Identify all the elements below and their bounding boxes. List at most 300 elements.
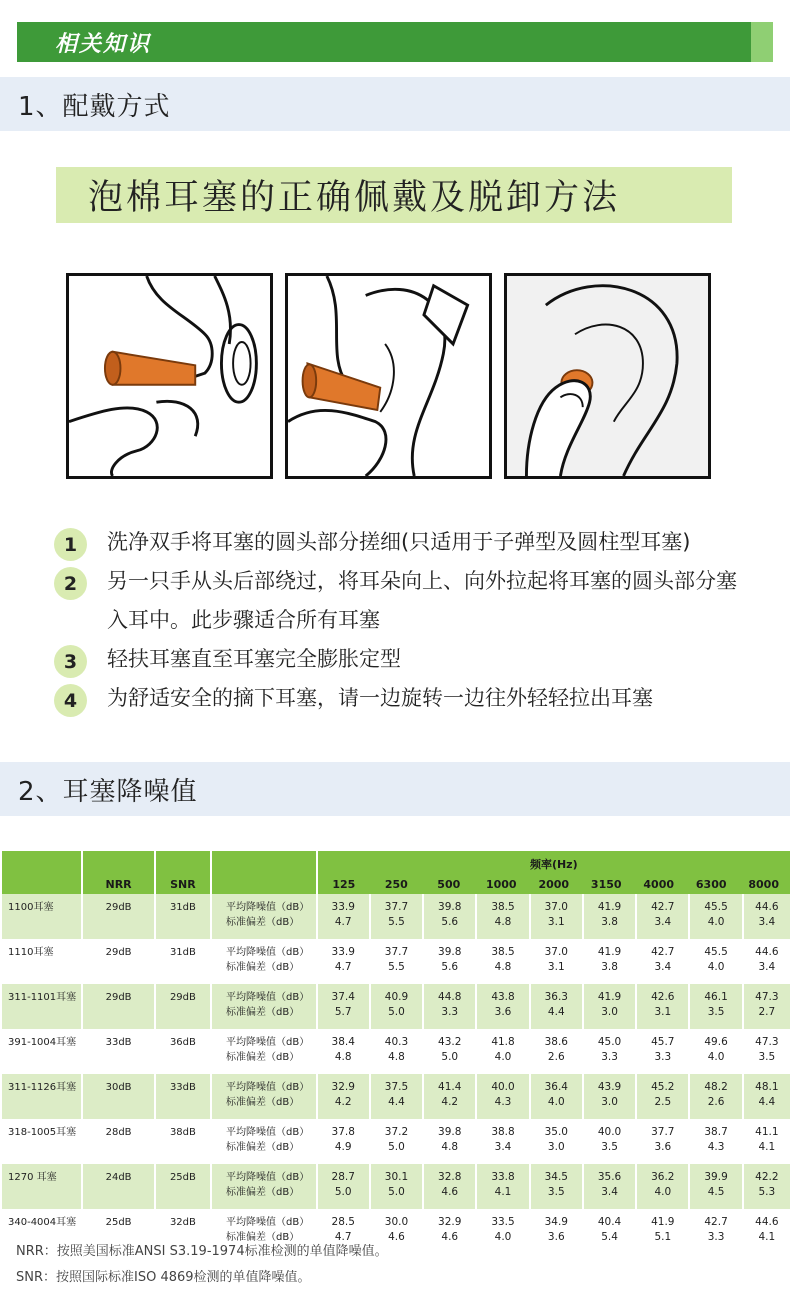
- sd-value: 5.0: [388, 1006, 405, 1018]
- sd-value: 4.0: [654, 1186, 672, 1198]
- mean-value: 35.6: [597, 1171, 622, 1183]
- mean-value: 37.7: [651, 1126, 675, 1138]
- value-cell: [529, 939, 582, 984]
- sd-value: 3.3: [441, 1006, 459, 1018]
- label-cell: [210, 1119, 316, 1164]
- mean-value: 41.9: [651, 1216, 675, 1228]
- mean-value: 37.4: [331, 991, 355, 1003]
- value-cell: [582, 1029, 635, 1074]
- mean-value: 41.1: [755, 1126, 779, 1138]
- nrr-cell: 24dB: [81, 1164, 153, 1209]
- model-cell: 391-1004耳塞: [0, 1029, 81, 1074]
- value-cell: [582, 939, 635, 984]
- mean-value: 38.7: [704, 1126, 728, 1138]
- sd-value: 4.1: [758, 1141, 776, 1153]
- mean-value: 47.3: [755, 1036, 779, 1048]
- sd-value: 5.5: [388, 916, 405, 928]
- model-cell: 311-1101耳塞: [0, 984, 81, 1029]
- value-cell: [742, 1119, 790, 1164]
- table-row: [0, 1164, 790, 1209]
- value-cell: [369, 1029, 422, 1074]
- sd-value: 3.8: [601, 916, 618, 928]
- sd-label: 标准偏差（dB）: [226, 962, 300, 973]
- sd-value: 4.0: [547, 1096, 565, 1108]
- value-cell: [582, 1119, 635, 1164]
- sd-value: 3.5: [707, 1006, 725, 1018]
- step-number: 1: [54, 528, 87, 561]
- sd-value: 5.3: [758, 1186, 776, 1198]
- sd-value: 2.7: [758, 1006, 776, 1018]
- mean-value: 40.0: [491, 1081, 515, 1093]
- sd-value: 4.9: [334, 1141, 352, 1153]
- sd-value: 5.5: [388, 961, 405, 973]
- label-cell: [210, 1029, 316, 1074]
- mean-value: 48.1: [755, 1081, 779, 1093]
- mean-value: 38.5: [491, 946, 515, 958]
- snr-cell: 36dB: [154, 1029, 210, 1074]
- step-4: [54, 682, 767, 718]
- mean-value: 39.8: [438, 1126, 462, 1138]
- value-cell: [475, 1074, 528, 1119]
- label-cell: [210, 984, 316, 1029]
- value-cell: [688, 894, 741, 939]
- value-cell: [316, 1164, 369, 1209]
- table-row: [0, 1119, 790, 1164]
- value-cell: [582, 1164, 635, 1209]
- illustration-hold-earplug: [504, 273, 711, 479]
- step-number: 2: [54, 567, 87, 600]
- mean-value: 32.8: [438, 1171, 462, 1183]
- value-cell: [529, 1029, 582, 1074]
- mean-value: 40.3: [384, 1036, 409, 1048]
- model-cell: 340-4004耳塞: [0, 1209, 81, 1254]
- sd-value: 3.8: [601, 961, 618, 973]
- mean-value: 40.4: [597, 1216, 622, 1228]
- sd-value: 3.6: [494, 1006, 512, 1018]
- mean-value: 43.8: [491, 991, 515, 1003]
- mean-value: 33.9: [331, 901, 355, 913]
- sd-value: 3.3: [601, 1051, 618, 1063]
- step-1: [54, 526, 767, 562]
- mean-value: 43.9: [597, 1081, 622, 1093]
- value-cell: [475, 894, 528, 939]
- mean-value: 40.9: [384, 991, 409, 1003]
- sd-value: 4.4: [547, 1006, 565, 1018]
- model-cell: 1110耳塞: [0, 939, 81, 984]
- sd-value: 4.6: [441, 1186, 459, 1198]
- mean-value: 35.0: [544, 1126, 568, 1138]
- value-cell: [422, 1164, 475, 1209]
- sd-value: 5.4: [601, 1231, 618, 1243]
- step-2: [54, 565, 747, 640]
- noise-reduction-table: [0, 851, 790, 1254]
- snr-cell: 32dB: [154, 1209, 210, 1254]
- mean-label: 平均降噪值（dB）: [226, 1217, 310, 1228]
- banner-title: 相关知识: [55, 31, 152, 57]
- mean-value: 37.0: [544, 901, 568, 913]
- value-cell: [742, 1029, 790, 1074]
- sd-value: 4.3: [707, 1141, 725, 1153]
- nrr-cell: 29dB: [81, 984, 153, 1029]
- sd-value: 3.4: [654, 916, 672, 928]
- mean-value: 44.8: [438, 991, 462, 1003]
- value-cell: [369, 1074, 422, 1119]
- label-cell: [210, 894, 316, 939]
- frequency-title: 频率(Hz): [529, 858, 578, 871]
- freq-label: 500: [437, 878, 461, 891]
- mean-value: 42.7: [651, 946, 675, 958]
- mean-value: 33.9: [331, 946, 355, 958]
- sd-value: 3.1: [547, 961, 565, 973]
- value-cell: [688, 1029, 741, 1074]
- mean-value: 41.8: [491, 1036, 515, 1048]
- value-cell: [582, 1209, 635, 1254]
- value-cell: [635, 1209, 688, 1254]
- value-cell: [635, 1164, 688, 1209]
- step-text: 为舒适安全的摘下耳塞，请一边旋转一边往外轻轻拉出耳塞: [107, 686, 653, 710]
- value-cell: [635, 1074, 688, 1119]
- mean-value: 46.1: [704, 991, 728, 1003]
- mean-value: 37.8: [331, 1126, 355, 1138]
- value-cell: [369, 894, 422, 939]
- mean-label: 平均降噪值（dB）: [226, 947, 310, 958]
- table-row: [0, 984, 790, 1029]
- frequency-header: [316, 851, 790, 894]
- value-cell: [529, 1164, 582, 1209]
- sd-value: 4.1: [758, 1231, 776, 1243]
- value-cell: [316, 1074, 369, 1119]
- mean-value: 33.8: [491, 1171, 515, 1183]
- sd-value: 4.7: [334, 961, 352, 973]
- guide-title-box: [56, 167, 732, 223]
- snr-cell: 25dB: [154, 1164, 210, 1209]
- value-cell: [582, 984, 635, 1029]
- nrr-cell: 29dB: [81, 894, 153, 939]
- mean-label: 平均降噪值（dB）: [226, 902, 310, 913]
- sd-value: 4.0: [707, 1051, 725, 1063]
- sd-value: 5.1: [654, 1231, 672, 1243]
- sd-value: 4.0: [494, 1231, 512, 1243]
- mean-value: 32.9: [438, 1216, 462, 1228]
- model-cell: 318-1005耳塞: [0, 1119, 81, 1164]
- mean-label: 平均降噪值（dB）: [226, 1172, 310, 1183]
- mean-value: 45.2: [651, 1081, 675, 1093]
- mean-value: 45.7: [651, 1036, 675, 1048]
- sd-value: 5.0: [334, 1186, 352, 1198]
- sd-value: 3.5: [758, 1051, 776, 1063]
- value-cell: [688, 1164, 741, 1209]
- value-cell: [635, 984, 688, 1029]
- freq-label: 6300: [695, 878, 727, 891]
- value-cell: [742, 984, 790, 1029]
- value-cell: [742, 1074, 790, 1119]
- model-cell: 1100耳塞: [0, 894, 81, 939]
- freq-label: 2000: [538, 878, 570, 891]
- sd-value: 3.3: [654, 1051, 672, 1063]
- value-cell: [582, 894, 635, 939]
- value-cell: [422, 939, 475, 984]
- sd-value: 4.6: [388, 1231, 405, 1243]
- mean-value: 38.4: [331, 1036, 355, 1048]
- sd-label: 标准偏差（dB）: [226, 1097, 300, 1108]
- mean-value: 28.5: [331, 1216, 355, 1228]
- sd-value: 3.5: [547, 1186, 565, 1198]
- sd-value: 3.4: [654, 961, 672, 973]
- sd-value: 3.0: [601, 1096, 618, 1108]
- mean-value: 34.9: [544, 1216, 568, 1228]
- value-cell: [635, 894, 688, 939]
- illustration-roll-earplug: [66, 273, 273, 479]
- value-cell: [688, 939, 741, 984]
- mean-value: 43.2: [438, 1036, 462, 1048]
- value-cell: [688, 984, 741, 1029]
- mean-value: 37.7: [384, 946, 409, 958]
- sd-label: 标准偏差（dB）: [226, 1232, 300, 1243]
- value-cell: [475, 1164, 528, 1209]
- sd-value: 3.1: [654, 1006, 672, 1018]
- value-cell: [422, 1119, 475, 1164]
- sd-label: 标准偏差（dB）: [226, 1052, 300, 1063]
- freq-label: 3150: [590, 878, 622, 891]
- mean-value: 38.5: [491, 901, 515, 913]
- snr-note: SNR：按照国际标准ISO 4869检测的单值降噪值。: [16, 1270, 311, 1285]
- sd-value: 3.0: [547, 1141, 565, 1153]
- sd-value: 4.4: [758, 1096, 776, 1108]
- sd-value: 3.4: [758, 916, 776, 928]
- value-cell: [688, 1119, 741, 1164]
- mean-value: 38.8: [491, 1126, 515, 1138]
- mean-value: 37.0: [544, 946, 568, 958]
- mean-value: 44.6: [755, 1216, 779, 1228]
- sd-value: 4.8: [388, 1051, 405, 1063]
- nrr-header: NRR: [81, 851, 153, 894]
- mean-value: 42.2: [755, 1171, 779, 1183]
- mean-value: 39.8: [438, 901, 462, 913]
- value-cell: [422, 894, 475, 939]
- table-row: [0, 894, 790, 939]
- nrr-cell: 33dB: [81, 1029, 153, 1074]
- value-cell: [475, 984, 528, 1029]
- sd-value: 3.3: [707, 1231, 725, 1243]
- sd-value: 5.0: [388, 1141, 405, 1153]
- label-header: [210, 851, 316, 894]
- freq-label: 4000: [643, 878, 675, 891]
- value-cell: [635, 939, 688, 984]
- mean-value: 42.7: [651, 901, 675, 913]
- value-cell: [369, 1164, 422, 1209]
- label-cell: [210, 1164, 316, 1209]
- value-cell: [529, 1074, 582, 1119]
- mean-value: 48.2: [704, 1081, 728, 1093]
- nrr-note: NRR：按照美国标准ANSI S3.19-1974标准检测的单值降噪值。: [16, 1244, 388, 1259]
- snr-cell: 31dB: [154, 939, 210, 984]
- mean-value: 37.7: [384, 901, 409, 913]
- value-cell: [688, 1074, 741, 1119]
- sd-value: 2.5: [654, 1096, 672, 1108]
- mean-label: 平均降噪值（dB）: [226, 992, 310, 1003]
- mean-value: 49.6: [704, 1036, 728, 1048]
- table-header-row: [0, 851, 790, 894]
- value-cell: [422, 1074, 475, 1119]
- sd-value: 4.0: [494, 1051, 512, 1063]
- sd-value: 4.0: [707, 916, 725, 928]
- section-1-title: 1、配戴方式: [18, 91, 171, 122]
- sd-value: 4.7: [334, 1231, 352, 1243]
- sd-value: 3.5: [601, 1141, 618, 1153]
- mean-value: 42.7: [704, 1216, 728, 1228]
- freq-label: 125: [332, 878, 356, 891]
- sd-value: 3.4: [494, 1141, 512, 1153]
- value-cell: [369, 984, 422, 1029]
- sd-label: 标准偏差（dB）: [226, 1142, 300, 1153]
- mean-value: 36.2: [651, 1171, 675, 1183]
- mean-label: 平均降噪值（dB）: [226, 1127, 310, 1138]
- mean-value: 44.6: [755, 946, 779, 958]
- step-number: 4: [54, 684, 87, 717]
- freq-label: 1000: [485, 878, 517, 891]
- step-3: [54, 643, 767, 679]
- sd-value: 4.3: [494, 1096, 512, 1108]
- sd-value: 3.0: [601, 1006, 618, 1018]
- sd-value: 4.8: [494, 961, 512, 973]
- value-cell: [475, 1119, 528, 1164]
- sd-value: 2.6: [707, 1096, 725, 1108]
- illustration-insert-earplug: [285, 273, 492, 479]
- sd-value: 5.7: [334, 1006, 352, 1018]
- mean-value: 41.9: [597, 991, 622, 1003]
- sd-value: 5.0: [388, 1186, 405, 1198]
- mean-value: 39.8: [438, 946, 462, 958]
- step-text: 另一只手从头后部绕过，将耳朵向上、向外拉起将耳塞的圆头部分塞入耳中。此步骤适合所有耳塞: [107, 569, 737, 632]
- value-cell: [635, 1119, 688, 1164]
- guide-title: 泡棉耳塞的正确佩戴及脱卸方法: [88, 178, 621, 218]
- header-banner: [17, 22, 773, 62]
- mean-value: 30.0: [384, 1216, 409, 1228]
- sd-value: 3.4: [601, 1186, 618, 1198]
- value-cell: [316, 1119, 369, 1164]
- mean-value: 40.0: [597, 1126, 622, 1138]
- sd-value: 4.7: [334, 916, 352, 928]
- mean-value: 45.0: [597, 1036, 622, 1048]
- nrr-cell: 28dB: [81, 1119, 153, 1164]
- value-cell: [475, 1029, 528, 1074]
- value-cell: [475, 1209, 528, 1254]
- sd-value: 4.8: [334, 1051, 352, 1063]
- mean-value: 45.5: [704, 946, 728, 958]
- sd-value: 4.1: [494, 1186, 512, 1198]
- value-cell: [688, 1209, 741, 1254]
- snr-cell: 29dB: [154, 984, 210, 1029]
- mean-value: 38.6: [544, 1036, 568, 1048]
- sd-value: 3.1: [547, 916, 565, 928]
- label-cell: [210, 939, 316, 984]
- sd-value: 5.0: [441, 1051, 459, 1063]
- value-cell: [422, 1029, 475, 1074]
- value-cell: [529, 894, 582, 939]
- sd-label: 标准偏差（dB）: [226, 1007, 300, 1018]
- mean-value: 36.3: [544, 991, 568, 1003]
- mean-value: 33.5: [491, 1216, 515, 1228]
- value-cell: [369, 939, 422, 984]
- value-cell: [316, 984, 369, 1029]
- freq-label: 8000: [748, 878, 779, 891]
- mean-value: 34.5: [544, 1171, 568, 1183]
- value-cell: [742, 1209, 790, 1254]
- table-row: [0, 939, 790, 984]
- snr-cell: 31dB: [154, 894, 210, 939]
- value-cell: [316, 1029, 369, 1074]
- mean-value: 47.3: [755, 991, 779, 1003]
- mean-value: 37.5: [384, 1081, 409, 1093]
- sd-value: 3.6: [547, 1231, 565, 1243]
- value-cell: [369, 1119, 422, 1164]
- section-2-header: [0, 762, 790, 816]
- mean-value: 41.9: [597, 901, 622, 913]
- step-text: 洗净双手将耳塞的圆头部分搓细(只适用于子弹型及圆柱型耳塞): [107, 530, 691, 554]
- sd-value: 5.6: [441, 916, 459, 928]
- sd-value: 4.2: [441, 1096, 459, 1108]
- mean-value: 28.7: [331, 1171, 355, 1183]
- sd-value: 4.8: [494, 916, 512, 928]
- value-cell: [316, 894, 369, 939]
- sd-value: 4.8: [441, 1141, 459, 1153]
- model-header: [0, 851, 81, 894]
- step-number: 3: [54, 645, 87, 678]
- nrr-cell: 29dB: [81, 939, 153, 984]
- value-cell: [742, 939, 790, 984]
- section-1-header: [0, 77, 790, 131]
- mean-value: 39.9: [704, 1171, 728, 1183]
- nrr-cell: 30dB: [81, 1074, 153, 1119]
- mean-value: 41.4: [438, 1081, 462, 1093]
- label-cell: [210, 1074, 316, 1119]
- value-cell: [635, 1029, 688, 1074]
- value-cell: [529, 984, 582, 1029]
- sd-label: 标准偏差（dB）: [226, 1187, 300, 1198]
- value-cell: [742, 1164, 790, 1209]
- value-cell: [316, 939, 369, 984]
- sd-value: 4.0: [707, 961, 725, 973]
- mean-value: 30.1: [384, 1171, 409, 1183]
- snr-cell: 33dB: [154, 1074, 210, 1119]
- sd-value: 3.4: [758, 961, 776, 973]
- snr-cell: 38dB: [154, 1119, 210, 1164]
- sd-value: 4.6: [441, 1231, 459, 1243]
- snr-header: SNR: [154, 851, 210, 894]
- model-cell: 311-1126耳塞: [0, 1074, 81, 1119]
- value-cell: [475, 939, 528, 984]
- mean-value: 42.6: [651, 991, 675, 1003]
- sd-value: 4.2: [334, 1096, 352, 1108]
- step-text: 轻扶耳塞直至耳塞完全膨胀定型: [107, 647, 401, 671]
- model-cell: 1270 耳塞: [0, 1164, 81, 1209]
- mean-value: 45.5: [704, 901, 728, 913]
- mean-value: 41.9: [597, 946, 622, 958]
- value-cell: [422, 984, 475, 1029]
- sd-value: 3.6: [654, 1141, 672, 1153]
- sd-value: 5.6: [441, 961, 459, 973]
- mean-label: 平均降噪值（dB）: [226, 1082, 310, 1093]
- value-cell: [582, 1074, 635, 1119]
- nrr-cell: 25dB: [81, 1209, 153, 1254]
- sd-value: 4.5: [707, 1186, 725, 1198]
- value-cell: [529, 1209, 582, 1254]
- mean-value: 44.6: [755, 901, 779, 913]
- freq-label: 250: [384, 878, 408, 891]
- mean-value: 32.9: [331, 1081, 355, 1093]
- mean-value: 36.4: [544, 1081, 568, 1093]
- sd-value: 4.4: [388, 1096, 405, 1108]
